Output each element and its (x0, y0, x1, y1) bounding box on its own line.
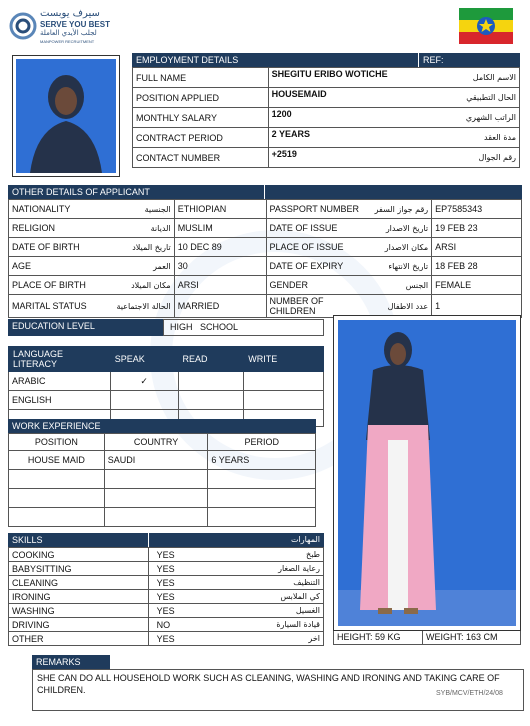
field-value: +2519 (268, 148, 420, 168)
field-label-ar: الديانة (108, 219, 174, 238)
skill-name-ar: رعاية الصغار (238, 562, 324, 576)
language-name: ENGLISH (9, 391, 111, 410)
field-label: FULL NAME (133, 68, 269, 88)
field-label-ar: الاسم الكامل (420, 68, 520, 88)
education-section (8, 319, 324, 336)
weight-value: WEIGHT: 163 CM (423, 631, 521, 645)
field-label-ar: مكان الاصدار (370, 238, 432, 257)
skill-name-ar: التنظيف (238, 576, 324, 590)
skills-section (8, 533, 324, 646)
work-country (104, 489, 208, 508)
field-label-ar: العمر (108, 257, 174, 276)
field-value: 1 (432, 295, 522, 318)
field-label: CONTRACT PERIOD (133, 128, 269, 148)
work-country (104, 508, 208, 527)
field-value: 10 DEC 89 (174, 238, 266, 257)
other-details-header: OTHER DETAILS OF APPLICANT (8, 185, 264, 199)
field-label-ar: الجنسية (108, 200, 174, 219)
work-experience-header: WORK EXPERIENCE (8, 419, 316, 433)
field-label: GENDER (266, 276, 370, 295)
skill-name-ar: اخر (238, 632, 324, 646)
work-row (9, 508, 316, 527)
field-label-ar: رقم جواز السفر (370, 200, 432, 219)
skill-value: YES (148, 604, 238, 618)
employment-table (132, 67, 520, 168)
skill-name: CLEANING (9, 576, 149, 590)
field-label: RELIGION (9, 219, 109, 238)
employment-row (133, 68, 520, 88)
ref-label: REF: (418, 53, 520, 67)
work-column-headers (9, 434, 316, 451)
field-value: 19 FEB 23 (432, 219, 522, 238)
field-label-ar: تاريخ الاصدار (370, 219, 432, 238)
other-details-header-right (264, 185, 522, 199)
logo-arabic: سيرف يوبست (40, 8, 100, 19)
field-label-ar: الجنس (370, 276, 432, 295)
skill-row (9, 576, 324, 590)
language-column-header: WRITE (244, 347, 324, 372)
skill-name-ar: الغسيل (238, 604, 324, 618)
field-label-ar: الحال التطبيقي (420, 88, 520, 108)
ethiopia-flag-icon (459, 8, 513, 44)
field-label-ar: تاريخ الانتهاء (370, 257, 432, 276)
language-column-header: READ (178, 347, 244, 372)
field-value: SHEGITU ERIBO WOTICHE (268, 68, 420, 88)
skills-header-ar: المهارات (148, 533, 324, 547)
field-value: MARRIED (174, 295, 266, 318)
education-label: EDUCATION LEVEL (8, 319, 163, 336)
other-details-row (9, 238, 522, 257)
work-period (208, 470, 316, 489)
employment-row (133, 128, 520, 148)
employment-row (133, 108, 520, 128)
field-value: 18 FEB 28 (432, 257, 522, 276)
skill-value: YES (148, 562, 238, 576)
field-label: MONTHLY SALARY (133, 108, 269, 128)
language-row (9, 372, 324, 391)
field-value: ARSI (432, 238, 522, 257)
field-value: 2 YEARS (268, 128, 420, 148)
skill-value: YES (148, 576, 238, 590)
field-value: EP7585343 (432, 200, 522, 219)
field-value: 30 (174, 257, 266, 276)
applicant-portrait-photo (12, 55, 120, 177)
skill-name: IRONING (9, 590, 149, 604)
logo-arabic-sub: لجلب الأيدي العاملة (40, 29, 97, 37)
remarks-text: SHE CAN DO ALL HOUSEHOLD WORK SUCH AS CLEANING, WASHING AND IRONING AND TAKING CARE OF CHILDREN. (32, 669, 524, 711)
measurements-row (333, 631, 521, 645)
work-column-header: POSITION (9, 434, 105, 451)
field-label-ar: مدة العقد (420, 128, 520, 148)
skill-value: YES (148, 632, 238, 646)
write-check (244, 372, 324, 391)
field-label-ar: عدد الاطفال (370, 295, 432, 318)
skill-row (9, 562, 324, 576)
other-details-row (9, 200, 522, 219)
skill-name: OTHER (9, 632, 149, 646)
field-label: PLACE OF ISSUE (266, 238, 370, 257)
work-row (9, 451, 316, 470)
work-position (9, 508, 105, 527)
field-value: ETHIOPIAN (174, 200, 266, 219)
field-value: FEMALE (432, 276, 522, 295)
work-period: 6 YEARS (208, 451, 316, 470)
field-label-ar: الراتب الشهري (420, 108, 520, 128)
work-column-header: PERIOD (208, 434, 316, 451)
skill-name-ar: قيادة السيارة (238, 618, 324, 632)
language-name: ARABIC (9, 372, 111, 391)
other-details-section (8, 185, 522, 318)
work-country: SAUDI (104, 451, 208, 470)
skill-name: DRIVING (9, 618, 149, 632)
read-check (178, 391, 244, 410)
skills-header: SKILLS (8, 533, 148, 547)
skill-row (9, 548, 324, 562)
language-column-header: LANGUAGE LITERACY (9, 347, 111, 372)
employment-row (133, 88, 520, 108)
skill-value: NO (148, 618, 238, 632)
field-label: CONTACT NUMBER (133, 148, 269, 168)
skill-name: BABYSITTING (9, 562, 149, 576)
field-label: NUMBER OF CHILDREN (266, 295, 370, 318)
work-position (9, 470, 105, 489)
field-label-ar: الحالة الاجتماعية (108, 295, 174, 318)
field-label: PASSPORT NUMBER (266, 200, 370, 219)
remarks-section (32, 655, 524, 711)
field-label: AGE (9, 257, 109, 276)
work-row (9, 489, 316, 508)
skill-name: WASHING (9, 604, 149, 618)
language-section (8, 346, 324, 427)
field-label: DATE OF BIRTH (9, 238, 109, 257)
work-row (9, 470, 316, 489)
field-value: HOUSEMAID (268, 88, 420, 108)
skill-name-ar: طبخ (238, 548, 324, 562)
field-label: DATE OF EXPIRY (266, 257, 370, 276)
language-table (8, 346, 324, 427)
skill-value: YES (148, 548, 238, 562)
language-column-header: SPEAK (110, 347, 178, 372)
speak-check (110, 391, 178, 410)
skill-row (9, 632, 324, 646)
field-label: DATE OF ISSUE (266, 219, 370, 238)
field-value: ARSI (174, 276, 266, 295)
work-experience-section (8, 419, 316, 527)
work-period (208, 489, 316, 508)
logo-sub: MANPOWER RECRUITMENT (40, 39, 95, 44)
applicant-full-photo (333, 315, 521, 631)
work-period (208, 508, 316, 527)
other-details-row (9, 276, 522, 295)
document-code: SYB/MCV/ETH/24/08 (436, 690, 503, 697)
skill-name-ar: كي الملابس (238, 590, 324, 604)
write-check (244, 391, 324, 410)
work-column-header: COUNTRY (104, 434, 208, 451)
field-label-ar: تاريخ الميلاد (108, 238, 174, 257)
skill-value: YES (148, 590, 238, 604)
skill-row (9, 590, 324, 604)
employment-details-section (132, 53, 520, 168)
skill-row (9, 618, 324, 632)
employment-header: EMPLOYMENT DETAILS (132, 53, 418, 67)
education-value: HIGH SCHOOL (163, 319, 324, 336)
logo-mark-icon (8, 11, 38, 41)
skill-name: COOKING (9, 548, 149, 562)
field-label: POSITION APPLIED (133, 88, 269, 108)
field-label: NATIONALITY (9, 200, 109, 219)
height-value: HEIGHT: 59 KG (333, 631, 423, 645)
work-position: HOUSE MAID (9, 451, 105, 470)
field-label-ar: رقم الجوال (420, 148, 520, 168)
field-label: MARITAL STATUS (9, 295, 109, 318)
field-value: MUSLIM (174, 219, 266, 238)
skills-table (8, 547, 324, 646)
read-check (178, 372, 244, 391)
work-position (9, 489, 105, 508)
employment-row (133, 148, 520, 168)
skill-row (9, 604, 324, 618)
field-label: PLACE OF BIRTH (9, 276, 109, 295)
other-details-row (9, 257, 522, 276)
language-row (9, 391, 324, 410)
remarks-header: REMARKS (32, 655, 110, 669)
work-experience-table (8, 433, 316, 527)
field-value: 1200 (268, 108, 420, 128)
field-label-ar: مكان الميلاد (108, 276, 174, 295)
speak-check: ✓ (110, 372, 178, 391)
logo-name: SERVE YOU BEST (40, 20, 110, 29)
company-logo (8, 8, 118, 46)
other-details-table (8, 199, 522, 318)
work-country (104, 470, 208, 489)
other-details-row (9, 219, 522, 238)
